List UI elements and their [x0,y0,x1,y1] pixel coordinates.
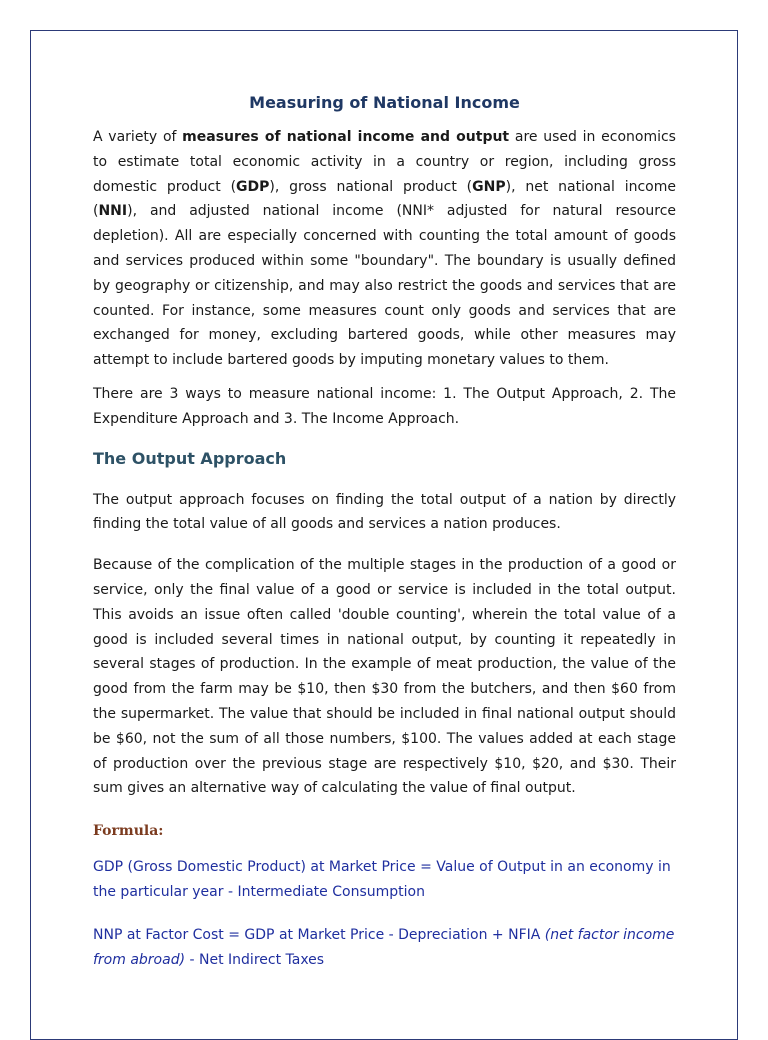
document-content [93,91,676,972]
document-page [30,30,738,1040]
ways-paragraph: There are 3 ways to measure national income: 1. The Output Approach, 2. The Expenditure Approach and 3. The Income Approach. [93,385,676,427]
formula-nnp-text-1: NNP at Factor Cost = GDP at Market Price - Depreciation + NFIA [93,926,545,943]
intro-bold-measures: measures of national income and output [182,129,510,145]
formula-label: Formula: [93,823,164,840]
formula-nnp-italic: (net factor income from abroad) [93,926,675,968]
page-title: Measuring of National Income [249,93,520,112]
intro-text-5: ), and adjusted national income (NNI* adjusted for natural resource depletion). All are especially concerned with counting the total amount of goods and services produced within some "boundary". The boundary is usually defined by geography or citizenship, and may also restrict the goods and services that are counted. For instance, some measures count only goods and services that are exchanged for money, excluding bartered goods, while other measures may attempt to include bartered goods by imputing monetary values to them. [93,203,676,369]
intro-text-3: ), gross national product ( [269,178,473,195]
intro-bold-gnp: GNP [472,178,506,195]
intro-text-1: A variety of [93,129,183,145]
output-paragraph-2: Because of the complication of the multiple stages in the production of a good or service, only the final value of a good or service is included in the total output. This avoids an issue often called 'double counting', wherein the total value of a good is included several times in national output, by counting it repeatedly in several stages of production. In the example of meat production, the value of the good from the farm may be $10, then $30 from the butchers, and then $60 from the supermarket. The value that should be included in final national output should be $60, not the sum of all those numbers, $100. The values added at each stage of production over the previous stage are respectively $10, $20, and $30. Their sum gives an alternative way of calculating the value of final output. [93,557,676,797]
intro-text-4: ), net national income ( [93,178,676,220]
formula-gdp: GDP (Gross Domestic Product) at Market Price = Value of Output in an economy in the particular year - Intermediate Consumption [93,859,671,900]
intro-bold-gdp: GDP [236,178,270,195]
intro-text-2: are used in economics to estimate total economic activity in a country or region, including gross domestic product ( [93,129,676,195]
intro-paragraph [93,125,676,373]
output-paragraph-1: The output approach focuses on finding the total output of a nation by directly finding the total value of all goods and services a nation produces. [93,491,676,533]
intro-bold-nni: NNI [98,203,128,220]
output-approach-heading: The Output Approach [93,448,287,468]
formula-nnp [93,923,676,973]
formula-nnp-text-2: - Net Indirect Taxes [185,951,325,968]
